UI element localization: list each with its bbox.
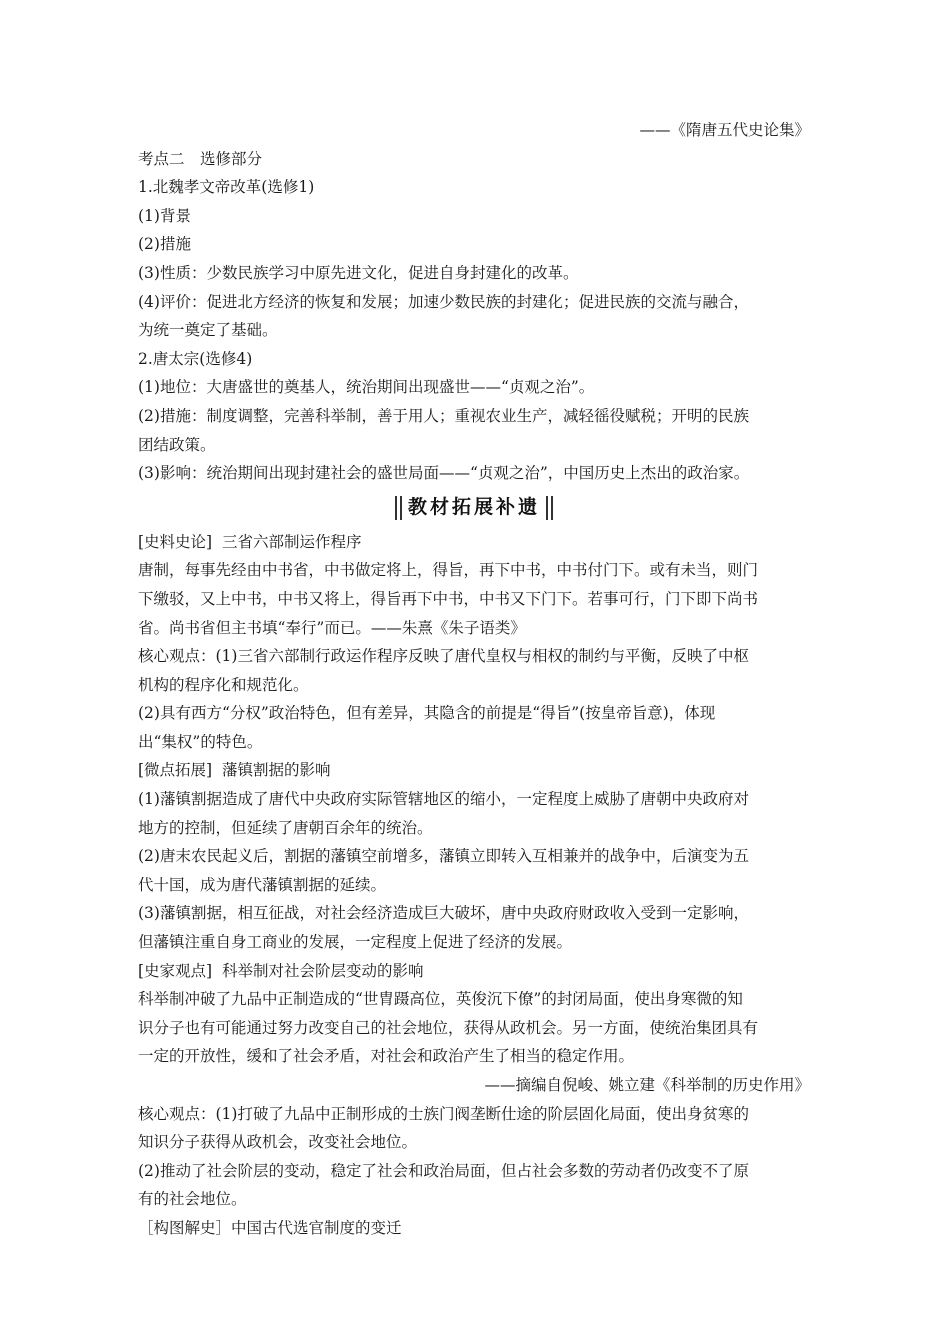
heading-text: 教材拓展补遗 <box>407 496 540 519</box>
block-title: [微点拓展] 藩镇割据的影响 <box>138 761 331 780</box>
source-citation: ——摘编自倪峻、姚立建《科举制的历史作用》 <box>484 1076 810 1094</box>
paragraph-line: 一定的开放性，缓和了社会矛盾，对社会和政治产生了相当的稳定作用。 <box>138 1047 635 1066</box>
paragraph-line: 有的社会地位。 <box>138 1190 247 1209</box>
paragraph-line: 出“集权”的特色。 <box>138 732 263 751</box>
paragraph-line: (2)唐末农民起义后，割据的藩镇空前增多，藩镇立即转入互相兼并的战争中，后演变为五 <box>138 847 749 866</box>
heading-left-bar <box>395 496 402 520</box>
paragraph-line: 识分子也有可能通过努力改变自己的社会地位，获得从政机会。另一方面，使统治集团具有 <box>138 1018 759 1037</box>
block-title: [史家观点] 科举制对社会阶层变动的影响 <box>138 961 424 980</box>
source-citation: ——《隋唐五代史论集》 <box>639 121 810 139</box>
paragraph-line: 知识分子获得从政机会，改变社会地位。 <box>138 1133 418 1152</box>
paragraph-line: 核心观点：(1)打破了九品中正制形成的士族门阀垄断仕途的阶层固化局面，使出身贫寒的 <box>138 1104 749 1123</box>
paragraph-line: 地方的控制，但延续了唐朝百余年的统治。 <box>138 818 433 837</box>
paragraph-line: (3)性质：少数民族学习中原先进文化，促进自身封建化的改革。 <box>138 263 579 282</box>
paragraph-line: 科举制冲破了九品中正制造成的“世胄蹑高位，英俊沉下僚”的封闭局面，使出身寒微的知 <box>138 990 743 1009</box>
paragraph-line: (1)藩镇割据造成了唐代中央政府实际管辖地区的缩小，一定程度上威胁了唐朝中央政府对 <box>138 790 749 809</box>
section-title: 考点二 选修部分 <box>138 149 263 168</box>
heading-right-bar <box>546 496 553 520</box>
paragraph-line: (3)影响：统治期间出现封建社会的盛世局面——“贞观之治”，中国历史上杰出的政治家。 <box>138 464 750 483</box>
paragraph-line: 省。尚书省但主书填“奉行”而已。——朱熹《朱子语类》 <box>138 618 526 637</box>
paragraph-line: 下缴驳，又上中书，中书又将上，得旨再下中书，中书又下门下。若事可行，门下即下尚书 <box>138 589 759 608</box>
paragraph-line: (1)地位：大唐盛世的奠基人，统治期间出现盛世——“贞观之治”。 <box>138 378 595 397</box>
paragraph-line: (1)背景 <box>138 206 191 225</box>
paragraph-line: 为统一奠定了基础。 <box>138 321 278 340</box>
paragraph-line: 但藩镇注重自身工商业的发展，一定程度上促进了经济的发展。 <box>138 933 573 952</box>
paragraph-line: (2)措施 <box>138 235 191 254</box>
block-title: [史料史论] 三省六部制运作程序 <box>138 532 362 551</box>
paragraph-line: (2)推动了社会阶层的变动，稳定了社会和政治局面，但占社会多数的劳动者仍改变不了原 <box>138 1161 749 1180</box>
paragraph-line: (2)具有西方“分权”政治特色，但有差异，其隐含的前提是“得旨”(按皇帝旨意)，体现 <box>138 704 716 723</box>
section-heading <box>138 488 810 528</box>
paragraph-line: 机构的程序化和规范化。 <box>138 675 309 694</box>
document-page <box>138 116 810 1243</box>
paragraph-line: (4)评价：促进北方经济的恢复和发展；加速少数民族的封建化；促进民族的交流与融合， <box>138 292 749 311</box>
item-title: 2.唐太宗(选修4) <box>138 349 253 368</box>
paragraph-line: 团结政策。 <box>138 435 216 454</box>
paragraph-line: 唐制，每事先经由中书省，中书做定将上，得旨，再下中书，中书付门下。或有未当，则门 <box>138 561 759 580</box>
paragraph-line: (3)藩镇割据，相互征战，对社会经济造成巨大破坏，唐中央政府财政收入受到一定影响， <box>138 904 749 923</box>
paragraph-line: 代十国，成为唐代藩镇割据的延续。 <box>138 875 387 894</box>
paragraph-line: (2)措施：制度调整，完善科举制，善于用人；重视农业生产，减轻徭役赋税；开明的民族 <box>138 406 749 425</box>
paragraph-line: 核心观点：(1)三省六部制行政运作程序反映了唐代皇权与相权的制约与平衡，反映了中枢 <box>138 647 749 666</box>
block-title: ［构图解史］中国古代选官制度的变迁 <box>138 1218 402 1237</box>
item-title: 1.北魏孝文帝改革(选修1) <box>138 178 315 197</box>
